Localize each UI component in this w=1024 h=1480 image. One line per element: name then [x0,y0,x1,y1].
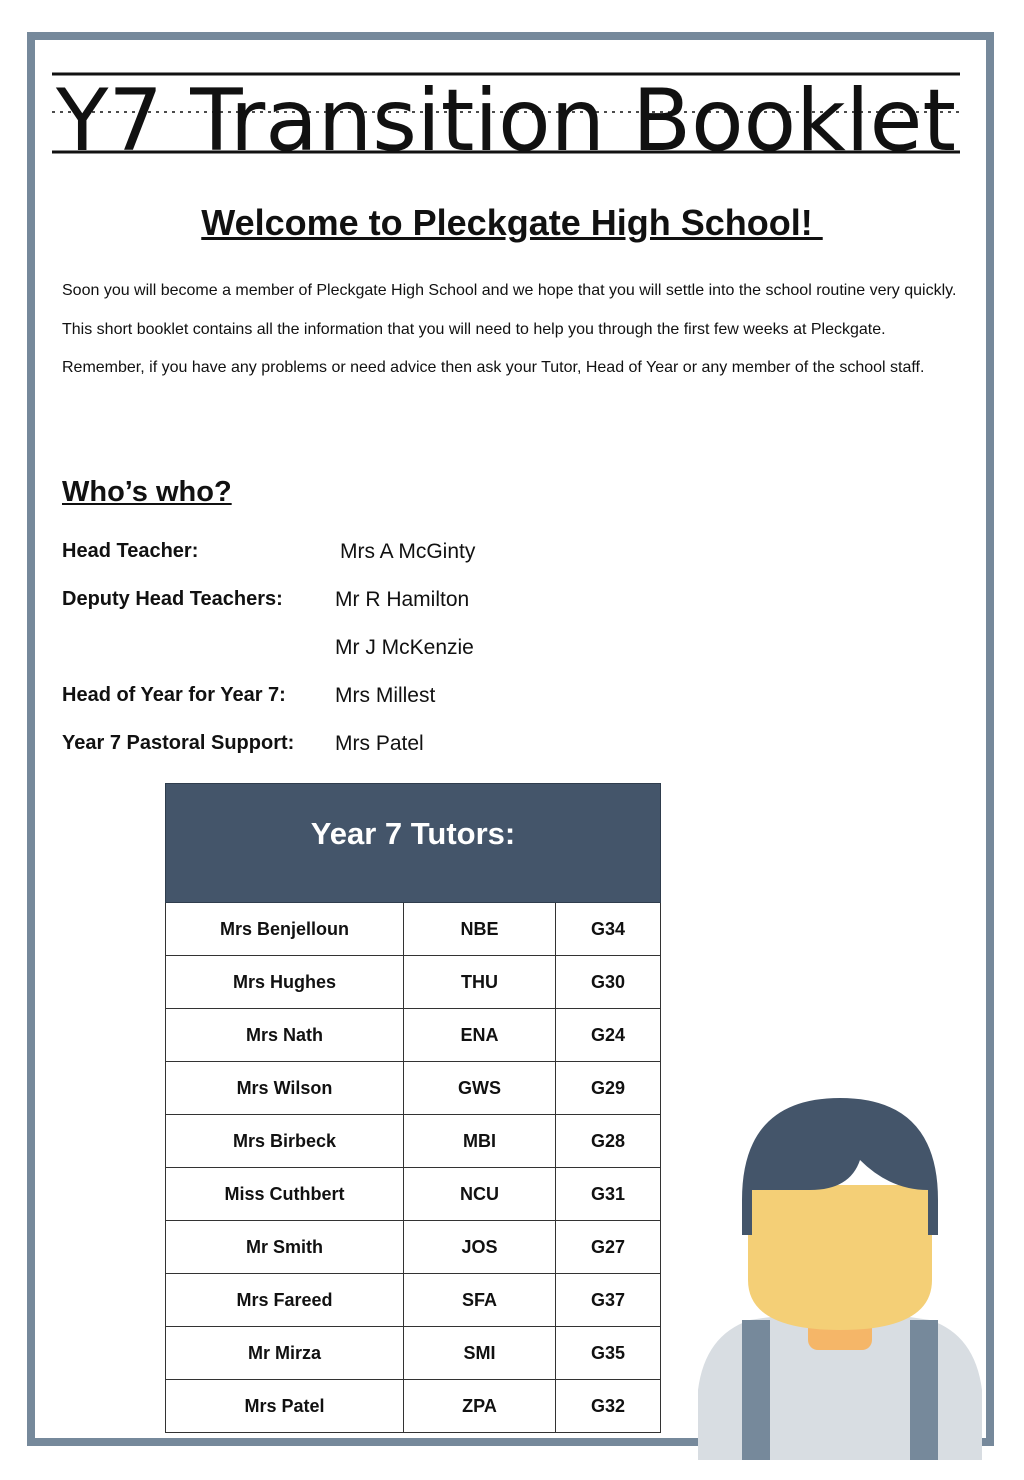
tutors-title: Year 7 Tutors: [166,784,661,903]
tutor-code: GWS [404,1062,556,1115]
tutor-row [166,1221,661,1274]
staff-name: Mrs A McGinty [340,540,476,563]
tutor-code: SMI [404,1327,556,1380]
tutor-name: Mrs Hughes [166,956,404,1009]
tutor-room: G29 [556,1062,661,1115]
tutor-row [166,1327,661,1380]
tutor-row [166,1274,661,1327]
whos-who-heading: Who’s who? [62,476,232,508]
student-avatar-icon [690,1090,990,1460]
tutor-room: G24 [556,1009,661,1062]
tutor-room: G34 [556,903,661,956]
tutor-row [166,1168,661,1221]
staff-name: Mrs Patel [335,732,424,755]
avatar-face [748,1185,932,1330]
tutors-table [165,783,661,1433]
staff-role: Deputy Head Teachers: [62,588,283,610]
staff-row [62,678,762,726]
tutor-room: G32 [556,1380,661,1433]
tutor-code: MBI [404,1115,556,1168]
tutor-code: JOS [404,1221,556,1274]
tutor-room: G28 [556,1115,661,1168]
staff-row [62,630,762,678]
staff-role: Year 7 Pastoral Support: [62,732,295,754]
avatar-strap-left [742,1320,770,1460]
tutor-room: G37 [556,1274,661,1327]
tutor-name: Mr Smith [166,1221,404,1274]
tutor-row [166,1009,661,1062]
avatar-strap-right [910,1320,938,1460]
staff-role: Head of Year for Year 7: [62,684,286,706]
tutor-row [166,1115,661,1168]
tutor-row [166,1380,661,1433]
tutor-name: Mrs Benjelloun [166,903,404,956]
tutors-header-row [166,784,661,903]
tutor-code: NCU [404,1168,556,1221]
tutor-room: G27 [556,1221,661,1274]
staff-name: Mrs Millest [335,684,436,707]
welcome-heading: Welcome to Pleckgate High School! [201,202,823,243]
banner-title: Y7 Transition Booklet [55,71,957,158]
tutor-room: G31 [556,1168,661,1221]
tutor-code: THU [404,956,556,1009]
tutor-row [166,956,661,1009]
intro-paragraph: Soon you will become a member of Pleckgate High School and we hope that you will settle into the school routine very quickly. [62,282,957,299]
tutor-name: Mrs Birbeck [166,1115,404,1168]
tutor-name: Mrs Patel [166,1380,404,1433]
intro-paragraph: This short booklet contains all the information that you will need to help you through the first few weeks at Pleckgate. [62,320,886,338]
staff-row [62,582,762,630]
tutor-name: Mr Mirza [166,1327,404,1380]
staff-name: Mr J McKenzie [335,636,474,659]
tutor-name: Mrs Wilson [166,1062,404,1115]
tutor-row [166,1062,661,1115]
tutor-code: SFA [404,1274,556,1327]
staff-list [62,534,762,774]
tutor-name: Mrs Nath [166,1009,404,1062]
tutor-code: ENA [404,1009,556,1062]
intro-paragraph: Remember, if you have any problems or need advice then ask your Tutor, Head of Year or any member of the school staff. [62,359,925,376]
tutor-code: ZPA [404,1380,556,1433]
banner-handwriting-lines [52,66,960,158]
tutor-name: Mrs Fareed [166,1274,404,1327]
banner [52,66,960,158]
staff-row [62,534,762,582]
staff-role: Head Teacher: [62,540,199,562]
intro-text [62,272,972,388]
tutor-row [166,903,661,956]
staff-row [62,726,762,774]
staff-name: Mr R Hamilton [335,588,470,611]
tutor-code: NBE [404,903,556,956]
tutor-name: Miss Cuthbert [166,1168,404,1221]
tutors-body [166,903,661,1433]
tutor-room: G35 [556,1327,661,1380]
tutor-room: G30 [556,956,661,1009]
